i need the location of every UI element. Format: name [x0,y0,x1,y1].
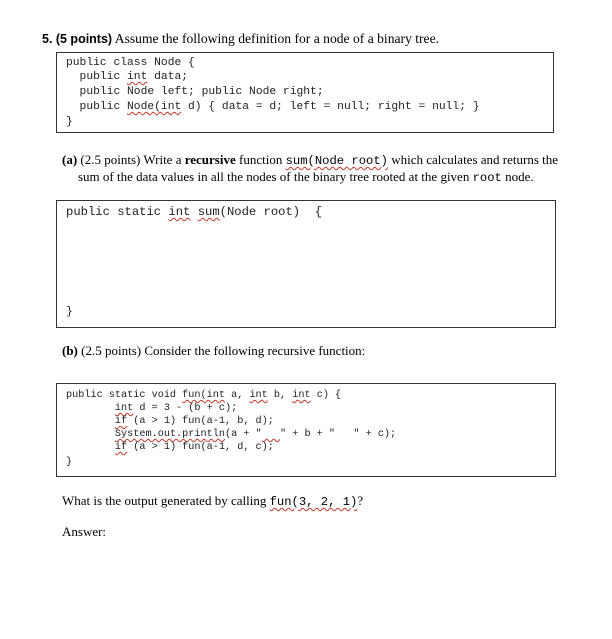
fun-call-ref: fun(3, 2, 1) [269,495,358,509]
code-line: } [66,116,73,128]
question-number: 5. [42,32,53,46]
code-line: public Node left; public Node right; [66,86,324,98]
code-line: public Node(int d) { data = d; left = null; right = null; } [66,101,480,113]
sum-signature: public static int sum(Node root) { [66,205,323,219]
node-class-code-box [56,52,554,133]
part-a-bold-word: recursive [184,152,236,167]
part-b-label: (b) [62,343,78,358]
sum-answer-box[interactable] [56,200,556,328]
part-a-text-line1: (a) (2.5 points) Write a recursive function sum(Node root) which calculates and returns the [62,152,559,168]
code-line: public static void fun(int a, int b, int c) { [66,390,342,401]
part-a-text-line2: sum of the data values in all the nodes of the binary tree rooted at the given root node. [78,169,534,185]
fun-code-box [56,383,556,477]
question-points: (5 points) [55,32,113,46]
answer-label: Answer: [62,524,107,539]
part-b-question: What is the output generated by calling fun(3, 2, 1)? [62,493,364,509]
question-prompt: Assume the following definition for a node of a binary tree. [114,31,440,46]
sum-closing-brace: } [66,306,73,318]
code-line: System.out.println(a + " " + b + " " + c); [114,429,397,440]
code-line: int d = 3 - (b + c); [114,403,238,414]
sum-function-ref: sum(Node root) [285,154,388,168]
question-header [42,31,439,47]
code-line: public int data; [66,71,189,83]
code-line: if (a > 1) fun(a-1, d, c); [114,442,274,453]
code-line: if (a > 1) fun(a-1, b, d); [114,416,274,427]
part-a-label: (a) [62,152,78,167]
part-b-text: (b) (2.5 points) Consider the following recursive function: [62,343,366,358]
code-line: } [66,457,73,468]
code-line: public class Node { [66,57,195,69]
root-code-ref: root [472,171,502,185]
